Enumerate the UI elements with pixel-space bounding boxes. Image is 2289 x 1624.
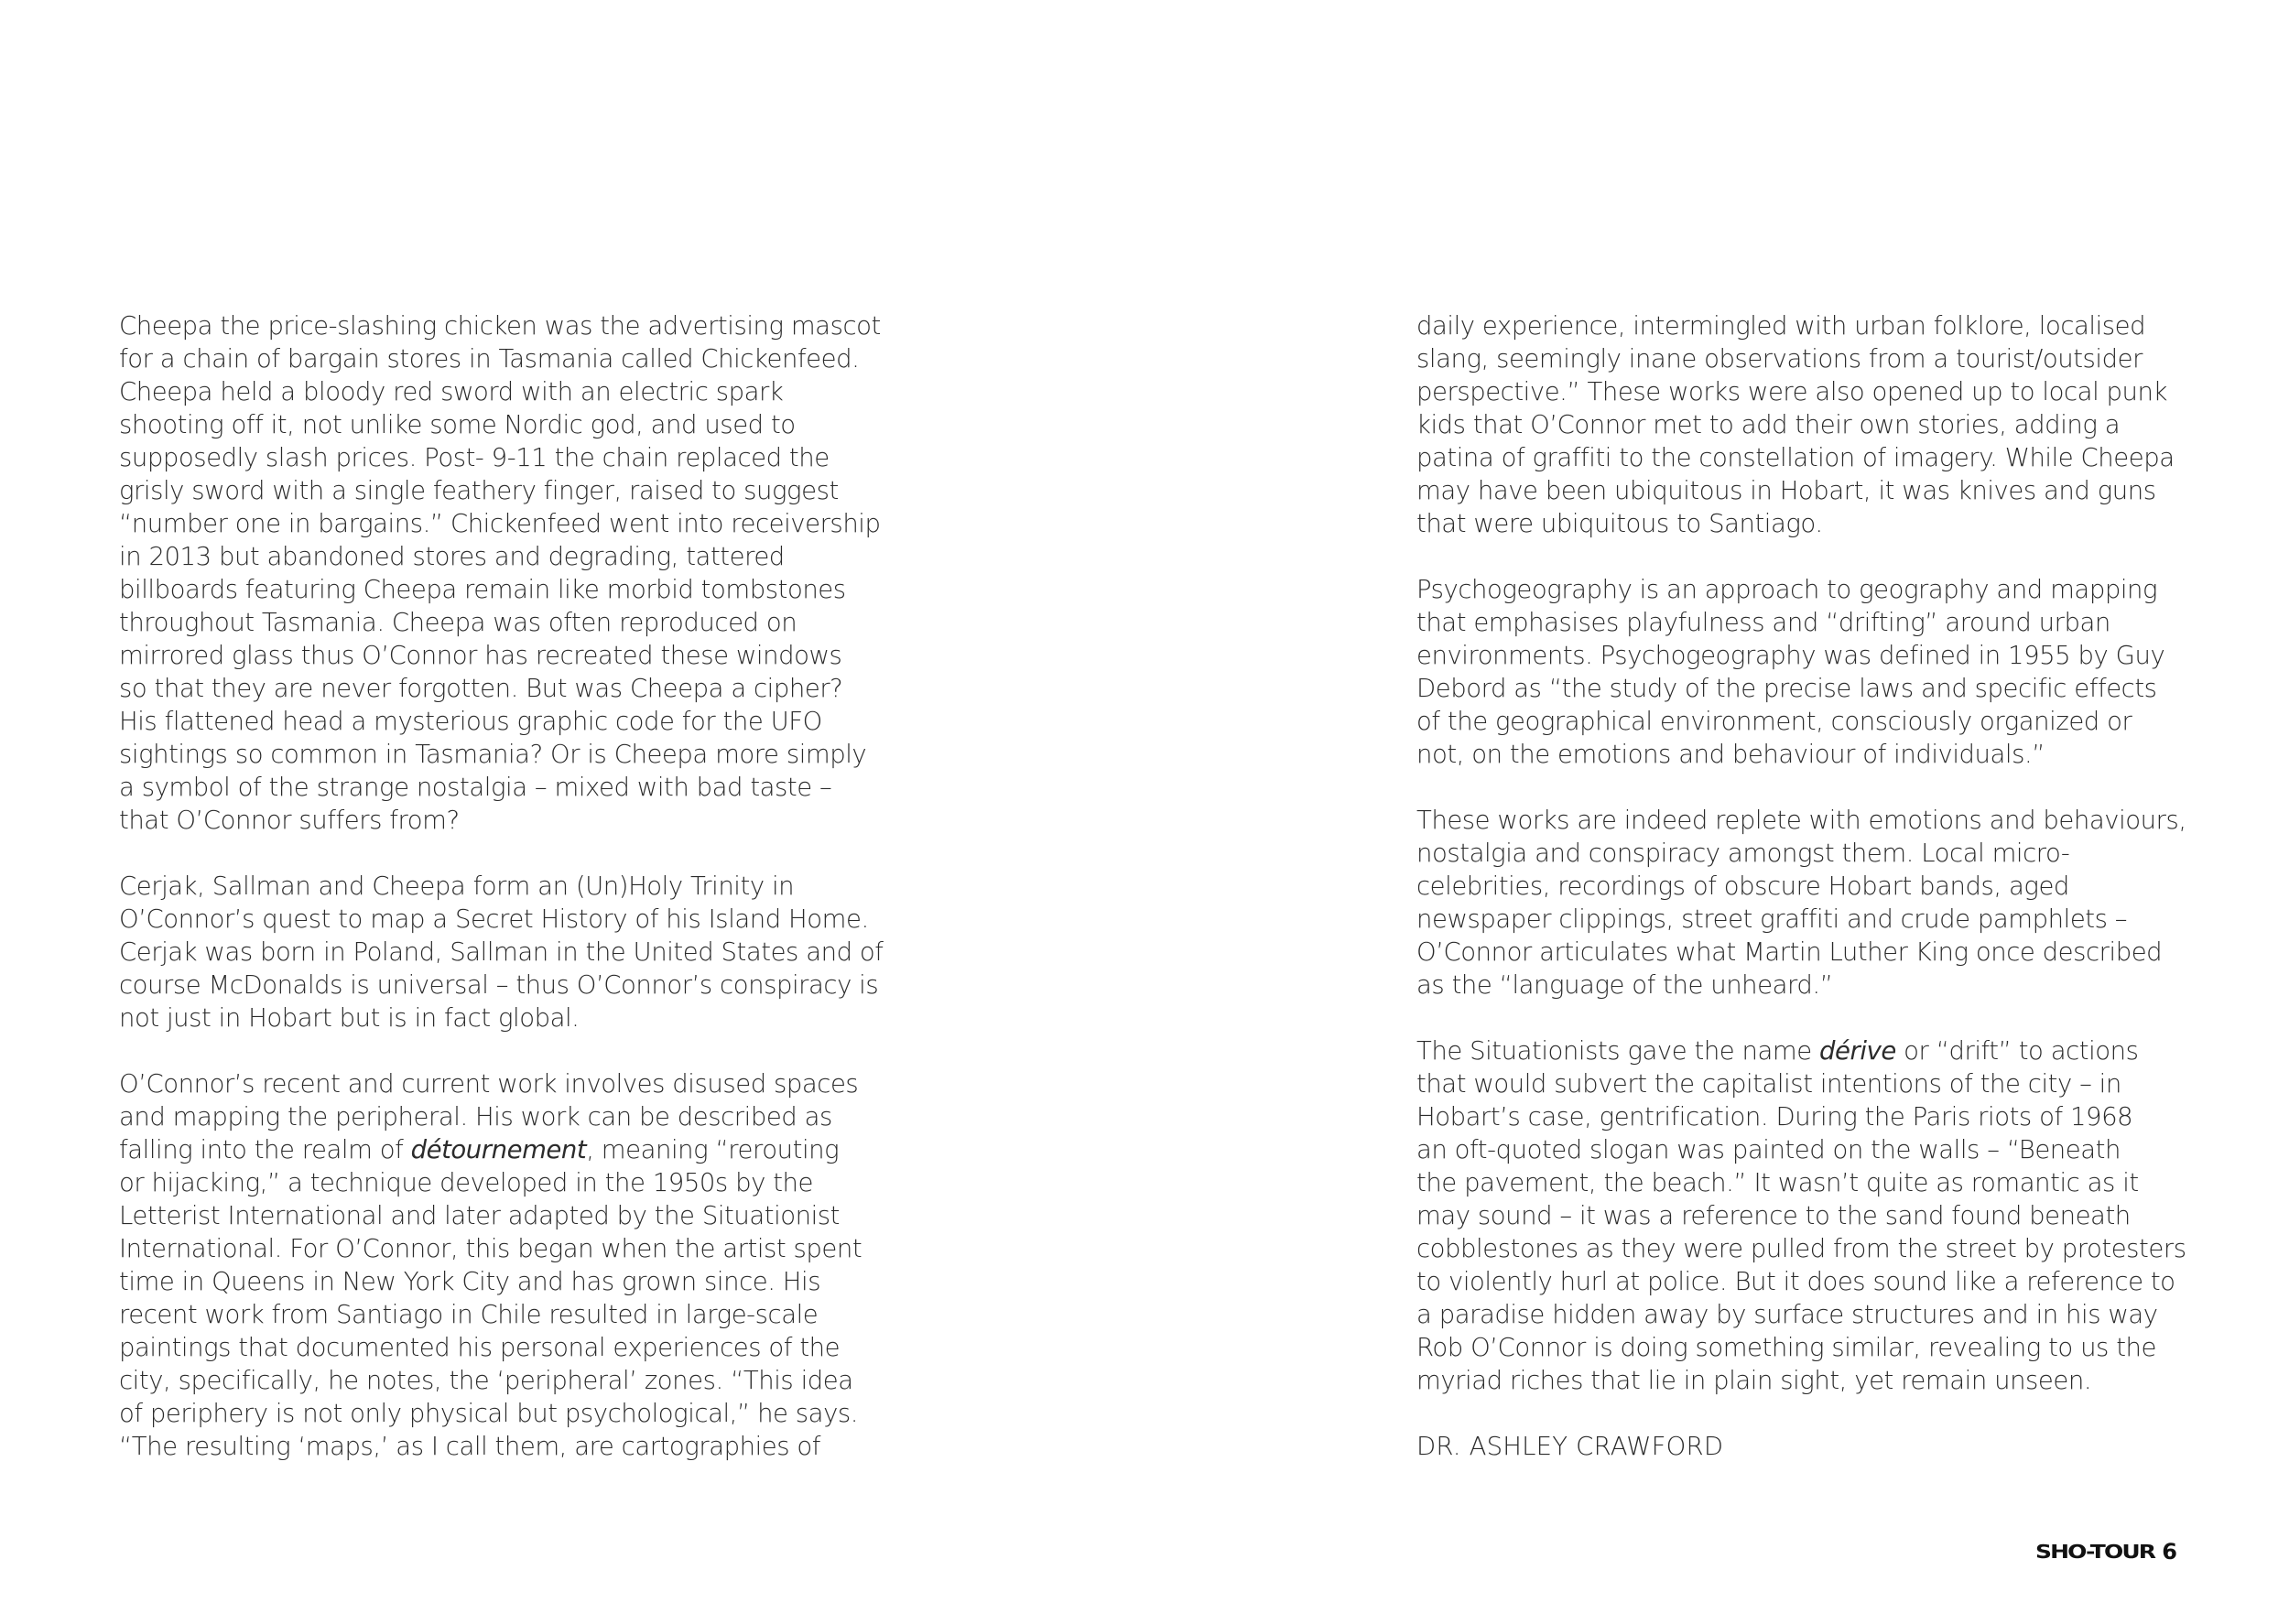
paragraph-daily-experience: daily experience, intermingled with urban folklore, localised slang, seemingly inane observations from a tourist/outsider perspective.” These works were also opened up to local punk kids that O’Connor met to add their own stories, adding a patina of graffiti to the constellation of imagery. While Cheepa may have been ubiquitous in Hobart, it was knives and guns that were ubiquitous to Santiago.	[1416, 311, 2175, 538]
term-detournement: détournement	[410, 1135, 587, 1164]
essay-right-column	[1416, 309, 2204, 1463]
paragraph-cheepa: Cheepa the price-slashing chicken was the advertising mascot for a chain of bargain stores in Tasmania called Chickenfeed. Cheepa held a bloody red sword with an electric spark shooting off it, not unlike some Nordic god, and used to supposedly slash prices. Post- 9-11 the chain replaced the grisly sword with a single feathery finger, raised to suggest “number one in bargains.” Chickenfeed went into receivership in 2013 but abandoned stores and degrading, tattered billboards featuring Cheepa remain like morbid tombstones throughout Tasmania. Cheepa was often reproduced on mirrored glass thus O’Connor has recreated these windows so that they are never forgotten. But was Cheepa a cipher? His flattened head a mysterious graphic code for the UFO sightings so common in Tasmania? Or is Cheepa more simply a symbol of the strange nostalgia – mixed with bad taste – that O’Connor suffers from?	[119, 311, 881, 835]
paragraph-situationists-start: The Situationists gave the name	[1416, 1036, 1820, 1066]
paragraph-detournement-start: O’Connor’s recent and current work involves disused spaces and mapping the peripheral. His work can be described as falling into the realm of	[119, 1069, 859, 1164]
essay-left-column	[119, 309, 906, 1463]
paragraph-psychogeography: Psychogeography is an approach to geography and mapping that emphasises playfulness and “drifting” around urban environments. Psychogeography was defined in 1955 by Guy Debord as “the study of the precise laws and specific effects of the geographical environment, consciously organized or not, on the emotions and behaviour of individuals.”	[1416, 575, 2165, 769]
page-number: 6	[2162, 1539, 2177, 1564]
paragraph-unholy-trinity: Cerjak, Sallman and Cheepa form an (Un)Holy Trinity in O’Connor’s quest to map a Secret History of his Island Home. Cerjak was born in Poland, Sallman in the United States and of course McDonalds is universal – thus O’Connor’s conspiracy is not just in Hobart but is in fact global.	[119, 872, 884, 1033]
paragraph-situationists	[1416, 1034, 2204, 1397]
paragraph-detournement	[119, 1067, 906, 1463]
term-derive: dérive	[1819, 1036, 1896, 1066]
paragraph-emotions-behaviours: These works are indeed replete with emotions and behaviours, nostalgia and conspiracy amongst them. Local micro- celebrities, recordings of obscure Hobart bands, aged newspaper clippings, street graffiti and crude pamphlets – O’Connor articulates what Martin Luther King once described as the “language of the unheard.”	[1416, 806, 2186, 1000]
author-signature: DR. ASHLEY CRAWFORD	[1416, 1432, 1724, 1461]
paragraph-situationists-end: or “drift” to actions that would subvert the capitalist intentions of the city – in Hobart’s case, gentrification. During the Paris riots of 1968 an oft-quoted slogan was painted on the walls – “Beneath the pavement, the beach.” It wasn’t quite as romantic as it may sound – it was a reference to the sand found beneath cobblestones as they were pulled from the street by protesters to violently hurl at police. But it does sound like a reference to a paradise hidden away by surface structures and in his way Rob O’Connor is doing something similar, revealing to us the myriad riches that lie in plain sight, yet remain unseen.	[1416, 1036, 2186, 1395]
publication-logo: SHO-TOUR	[2035, 1541, 2155, 1563]
paragraph-detournement-end: , meaning “rerouting or hijacking,” a technique developed in the 1950s by the Letterist International and later adapted by the Situationist International. For O’Connor, this began when the artist spent time in Queens in New York City and has grown since. His recent work from Santiago in Chile resulted in large-scale paintings that documented his personal experiences of the city, specifically, he notes, the ‘peripheral’ zones. “This idea of periphery is not only physical but psychological,” he says. “The resulting ‘maps,’ as I call them, are cartographies of	[119, 1135, 862, 1461]
page-footer	[2035, 1539, 2177, 1564]
